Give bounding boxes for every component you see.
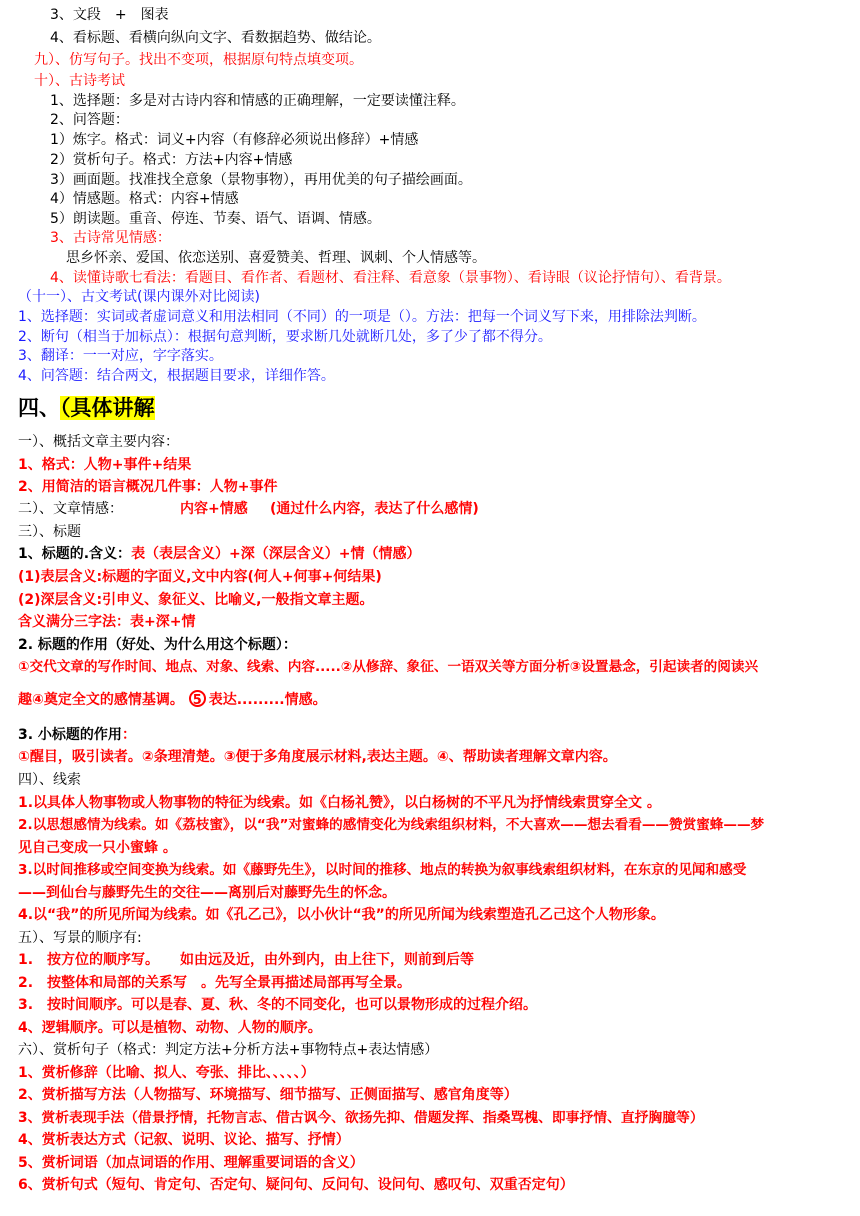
item-read-title: 4、看标题、看横向纵向文字、看数据趋势、做结论。 [50,30,381,46]
s3-item-6: ①交代文章的写作时间、地点、对象、线索、内容.....②从修辞、象征、一语双关等方面分析③设置悬念，引起读者的阅读兴 [18,659,759,675]
poetry-scene: 3）画面题。找准找全意象（景物事物），再用优美的句子描绘画面。 [50,172,472,188]
s4-title: 四）、线索 [18,772,81,788]
s2-title: 二）、文章情感： [18,501,123,517]
poetry-common-emotions: 3、古诗常见情感： [50,230,171,246]
s5-item-1: 1. 按方位的顺序写。 如由远及近，由外到内，由上往下，则前到后等 [18,952,475,968]
s4-item-3a: 3.以时间推移或空间变换为线索。如《藤野先生》，以时间的推移、地点的转换为叙事线索组织材料，在东京的见闻和感受 [18,862,747,878]
s2-content: 内容+情感 [180,501,248,517]
s3-item-7 [18,690,327,709]
s3-item-1 [18,545,421,563]
poetry-reading: 5）朗读题。重音、停连、节奏、语气、语调、情感。 [50,211,381,227]
s3-item-2: (1)表层含义:标题的字面义,文中内容(何人+何事+何结果) [18,569,382,585]
s3-item-1-body: 表（表层含义）+深（深层含义）+情（情感） [131,546,421,562]
s3-item-3: (2)深层含义:引申义、象征义、比喻义,一般指文章主题。 [18,592,374,608]
s1-item-2: 2、用简洁的语言概况几件事：人物+事件 [18,479,278,495]
s5-item-4: 4、逻辑顺序。可以是植物、动物、人物的顺序。 [18,1020,322,1036]
poetry-sentence: 2）赏析句子。格式：方法+内容+情感 [50,152,293,168]
s4-item-2a: 2.以思想感情为线索。如《荔枝蜜》，以“我”对蜜蜂的感情变化为线索组织材料，不大喜欢——想去看看——赞赏蜜蜂——梦 [18,817,765,833]
s5-item-2: 2. 按整体和局部的关系写 。先写全景再描述局部再写全景。 [18,975,412,991]
s6-item-5: 5、赏析词语（加点词语的作用、理解重要词语的含义） [18,1155,364,1171]
s4-item-1: 1.以具体人物事物或人物事物的特征为线索。如《白杨礼赞》，以白杨树的不平凡为抒情线索贯穿全文 。 [18,795,661,811]
s3-item-8 [18,726,136,744]
s6-item-1: 1、赏析修辞（比喻、拟人、夸张、排比、、、、、） [18,1065,315,1081]
section-imitate-sentence: 九）、仿写句子。找出不变项，根据原句特点填变项。 [34,52,363,68]
classical-item-4: 4、问答题：结合两文，根据题目要求，详细作答。 [18,368,335,384]
s6-item-2: 2、赏析描写方法（人物描写、环境描写、细节描写、正侧面描写、感官角度等） [18,1087,518,1103]
s3-item-8-head: 3. 小标题的作用 [18,727,122,743]
s3-item-5: 2. 标题的作用（好处、为什么用这个标题）： [18,637,297,653]
poetry-choice: 1、选择题：多是对古诗内容和情感的正确理解，一定要读懂注释。 [50,93,465,109]
s1-item-1: 1、格式：人物+事件+结果 [18,457,192,473]
poetry-word: 1）炼字。格式：词义+内容（有修辞必须说出修辞）+情感 [50,132,419,148]
s1-title: 一）、概括文章主要内容： [18,434,179,450]
classical-item-2: 2、断句（相当于加标点）：根据句意判断，要求断几处就断几处，多了少了都不得分。 [18,329,552,345]
s4-item-4: 4.以“我”的所见所闻为线索。如《孔乙己》，以小伙计“我”的所见所闻为线索塑造孔乙己这个人物形象。 [18,907,665,923]
s3-item-7-b: 表达.........情感。 [208,692,327,708]
poetry-qa: 2、问答题： [50,112,129,128]
s4-item-2b: 见自己变成一只小蜜蜂 。 [18,840,177,856]
poetry-seven-looks: 4、读懂诗歌七看法：看题目、看作者、看题材、看注释、看意象（景事物）、看诗眼（议论抒情句）、看背景。 [50,270,731,286]
item-text-chart: 3、文段 + 图表 [50,7,169,23]
circled-five-icon: 5 [189,690,206,707]
section-4-title: （具体讲解 [60,396,155,420]
poetry-emotions-list: 思乡怀亲、爱国、依恋送别、喜爱赞美、哲理、讽刺、个人情感等。 [66,250,486,266]
s3-item-9: ①醒目，吸引读者。②条理清楚。③便于多角度展示材料,表达主题。④、帮助读者理解文章内容。 [18,749,617,765]
section-ancient-poetry: 十）、古诗考试 [34,73,125,89]
classical-item-1: 1、选择题：实词或者虚词意义和用法相同（不同）的一项是（）。方法：把每一个词义写下来，用排除法判断。 [18,309,706,325]
s3-item-4: 含义满分三字法：表+深+情 [18,614,196,630]
s5-item-3: 3. 按时间顺序。可以是春、夏、秋、冬的不同变化，也可以景物形成的过程介绍。 [18,997,538,1013]
s6-item-6: 6、赏析句式（短句、肯定句、否定句、疑问句、反问句、设问句、感叹句、双重否定句） [18,1177,574,1193]
section-4-heading [18,394,155,422]
s2-line [18,500,479,518]
s6-item-3: 3、赏析表现手法（借景抒情，托物言志、借古讽今、欲扬先抑、借题发挥、指桑骂槐、即事抒情、直抒胸臆等） [18,1110,704,1126]
s5-title: 五）、写景的顺序有: [18,930,142,946]
classical-title: （十一）、古文考试(课内课外对比阅读) [18,289,260,305]
classical-item-3: 3、翻译：一一对应，字字落实。 [18,348,223,364]
s6-title: 六）、赏析句子（格式：判定方法+分析方法+事物特点+表达情感） [18,1042,439,1058]
s3-title: 三）、标题 [18,524,81,540]
s2-note: (通过什么内容，表达了什么感情) [270,501,479,517]
poetry-emotion: 4）情感题。格式：内容+情感 [50,191,239,207]
s3-item-1-head: 1、标题的.含义： [18,546,132,562]
section-4-number: 四、 [18,396,60,420]
s3-item-7-a: 趣④奠定全文的感情基调。 [18,692,184,708]
s4-item-3b: ——到仙台与藤野先生的交往——离别后对藤野先生的怀念。 [18,885,396,901]
s3-item-8-colon: ： [121,727,136,743]
s6-item-4: 4、赏析表达方式（记叙、说明、议论、描写、抒情） [18,1132,350,1148]
